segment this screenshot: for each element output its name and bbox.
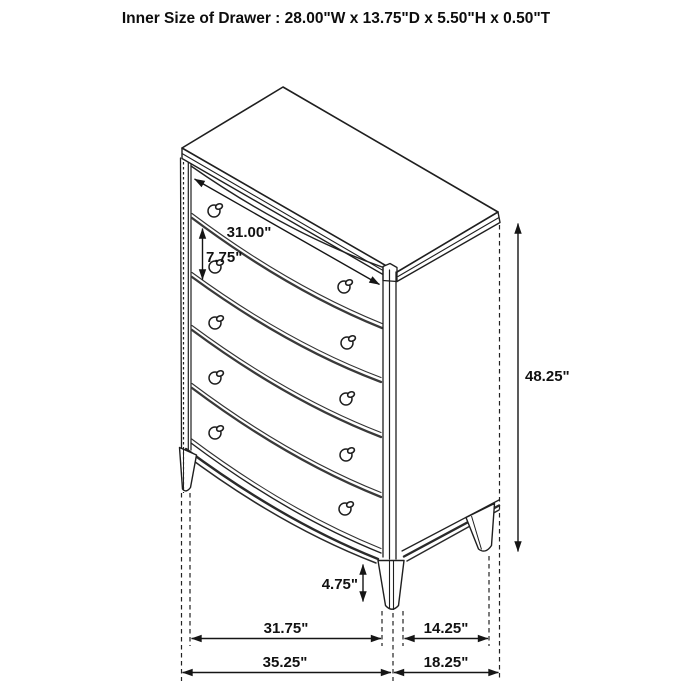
left-silhouette — [181, 158, 182, 448]
page-title: Inner Size of Drawer : 28.00"W x 13.75"D x 5.50"H x 0.50"T — [121, 10, 551, 27]
leg-outline — [180, 448, 197, 491]
front-left-leg — [180, 448, 197, 491]
dimension-label: 4.75" — [321, 576, 358, 593]
dimension-overall-width — [183, 654, 392, 673]
dimension-label: 7.75" — [206, 249, 243, 266]
dimension-overall-depth — [394, 654, 499, 673]
front-right-leg — [378, 561, 404, 611]
dimension-front-width-between-legs — [192, 620, 382, 639]
dimension-label: 31.00" — [226, 224, 272, 241]
leg-outline — [378, 561, 404, 610]
drawer-knob — [339, 501, 354, 515]
back-right-leg — [466, 504, 495, 552]
dimension-label: 35.25" — [262, 654, 308, 671]
dimension-depth-between-legs — [405, 620, 489, 639]
drawer-knob — [340, 391, 355, 405]
dimension-label: 31.75" — [263, 620, 309, 637]
dimension-label: 14.25" — [423, 620, 469, 637]
dimension-leg-height — [322, 565, 363, 602]
dimension-label: 18.25" — [423, 654, 469, 671]
drawer-knob — [209, 370, 224, 384]
drawer-knob — [209, 425, 224, 439]
dimension-overall-height — [518, 224, 570, 552]
drawer-knob — [208, 203, 223, 217]
drawer-knob — [340, 447, 355, 461]
dimension-label: 48.25" — [525, 368, 570, 385]
drawer-knob — [338, 279, 353, 293]
left-side-edge — [181, 158, 192, 450]
drawer-knob — [341, 335, 356, 349]
corner-post — [383, 267, 396, 559]
drawer-knob — [209, 315, 224, 329]
